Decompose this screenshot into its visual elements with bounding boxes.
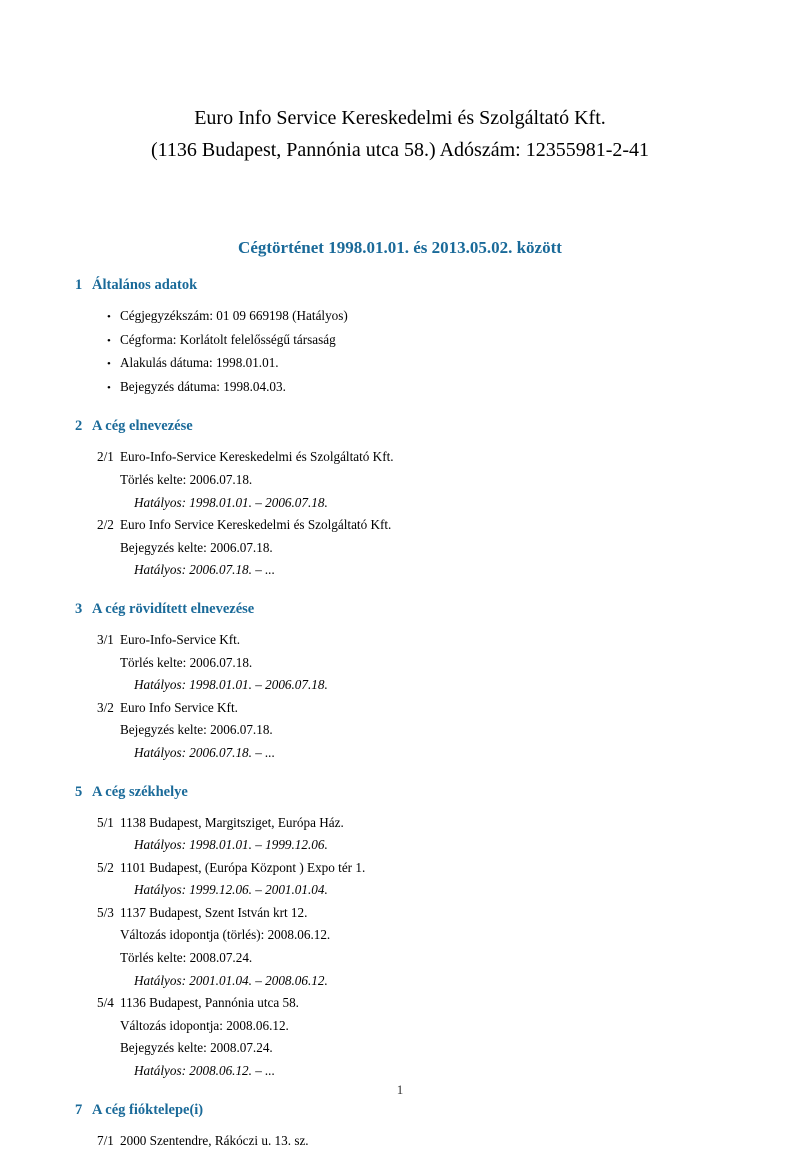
section-number: 2 [75,418,83,435]
item-line: Változás idopontja: 2008.06.12. [120,1017,289,1033]
section-3 [0,598,740,765]
document-title-line2: (1136 Budapest, Pannónia utca 58.) Adószám: 12355981-2-41 [150,139,650,161]
item-number: 5/3 [97,904,114,920]
item-head [97,697,740,720]
registry-item [97,697,740,765]
bullet-icon: • [107,311,111,323]
item-line: Törlés kelte: 2006.07.18. [120,654,253,670]
section-2 [0,415,740,582]
item-title: Euro-Info-Service Kereskedelmi és Szolgáltató Kft. [120,449,394,465]
sections-container [0,274,800,1152]
section-1 [0,274,740,399]
section-7 [0,1099,740,1152]
bullet-item [107,376,740,400]
registry-item [97,857,740,902]
bullet-text: Bejegyzés dátuma: 1998.04.03. [120,378,286,394]
section-number: 7 [75,1101,83,1118]
registry-item [97,1130,740,1152]
item-head [97,812,740,835]
bullet-text: Alakulás dátuma: 1998.01.01. [120,355,279,371]
section-number: 5 [75,783,83,800]
item-number: 5/2 [97,859,114,875]
item-line: Hatályos: 2001.01.04. – 2008.06.12. [134,972,328,988]
items-container [97,812,740,1083]
item-line: Hatályos: 1999.12.06. – 2001.01.04. [134,882,328,898]
item-number: 2/2 [97,517,114,533]
item-line: Hatályos: 1998.01.01. – 2006.07.18. [134,677,328,693]
item-head [97,902,740,925]
item-title: 2000 Szentendre, Rákóczi u. 13. sz. [120,1132,309,1148]
item-title: 1137 Budapest, Szent István krt 12. [120,904,308,920]
item-line: Hatályos: 2006.07.18. – ... [134,744,276,760]
item-number: 3/1 [97,631,114,647]
registry-item [97,812,740,857]
item-number: 5/4 [97,995,114,1011]
item-title: Euro Info Service Kft. [120,699,238,715]
section-heading [75,274,740,296]
registry-item [97,446,740,514]
document-title-block [0,0,800,166]
section-heading [75,1099,740,1121]
item-line: Hatályos: 1998.01.01. – 2006.07.18. [134,494,328,510]
bullet-icon: • [107,381,111,394]
section-title: Általános adatok [92,277,198,293]
item-head [97,1130,740,1152]
item-line: Bejegyzés kelte: 2006.07.18. [120,722,273,738]
bullet-list [107,305,740,399]
document-subtitle: Cégtörténet 1998.01.01. és 2013.05.02. között [238,238,562,257]
bullet-icon: • [107,358,111,371]
item-line: Bejegyzés kelte: 2006.07.18. [120,539,273,555]
registry-item [97,902,740,992]
item-title: 1136 Budapest, Pannónia utca 58. [120,995,299,1011]
item-number: 7/1 [97,1132,114,1148]
item-head [97,514,740,537]
bullet-icon: • [107,334,111,347]
bullet-text: Cégjegyzékszám: 01 09 669198 (Hatályos) [120,308,348,323]
registry-item [97,992,740,1082]
item-head [97,446,740,469]
section-number: 1 [75,277,83,293]
item-line: Hatályos: 2008.06.12. – ... [134,1063,276,1079]
item-head [97,629,740,652]
item-line: Bejegyzés kelte: 2008.07.24. [120,1040,273,1056]
item-line: Változás idopontja (törlés): 2008.06.12. [120,927,331,943]
items-container [97,1130,740,1152]
item-head [97,992,740,1015]
registry-item [97,514,740,582]
section-number: 3 [75,600,83,617]
document-title-line1: Euro Info Service Kereskedelmi és Szolgáltató Kft. [194,107,606,129]
bullet-item [107,352,740,376]
section-heading [75,598,740,620]
bullet-item [107,305,740,329]
bullet-text: Cégforma: Korlátolt felelősségű társaság [120,331,336,347]
section-heading [75,781,740,803]
section-title: A cég rövidített elnevezése [92,600,255,617]
item-head [97,857,740,880]
item-line: Hatályos: 2006.07.18. – ... [134,562,276,578]
items-container [97,446,740,582]
item-line: Hatályos: 1998.01.01. – 1999.12.06. [134,837,328,853]
item-title: 1138 Budapest, Margitsziget, Európa Ház. [120,814,344,830]
item-title: Euro Info Service Kereskedelmi és Szolgáltató Kft. [120,517,392,533]
item-title: 1101 Budapest, (Európa Központ ) Expo tér 1. [120,859,366,875]
page-number: 1 [396,1082,404,1097]
item-line: Törlés kelte: 2008.07.24. [120,950,253,966]
items-container [97,629,740,765]
item-number: 2/1 [97,449,114,465]
section-title: A cég fióktelepe(i) [92,1101,204,1118]
item-line: Törlés kelte: 2006.07.18. [120,471,253,487]
registry-item [97,629,740,697]
section-heading [75,415,740,437]
section-title: A cég elnevezése [92,418,193,435]
item-number: 3/2 [97,699,114,715]
section-5 [0,781,740,1083]
item-number: 5/1 [97,814,114,830]
section-title: A cég székhelye [92,783,188,800]
item-title: Euro-Info-Service Kft. [120,631,241,647]
bullet-item [107,329,740,353]
